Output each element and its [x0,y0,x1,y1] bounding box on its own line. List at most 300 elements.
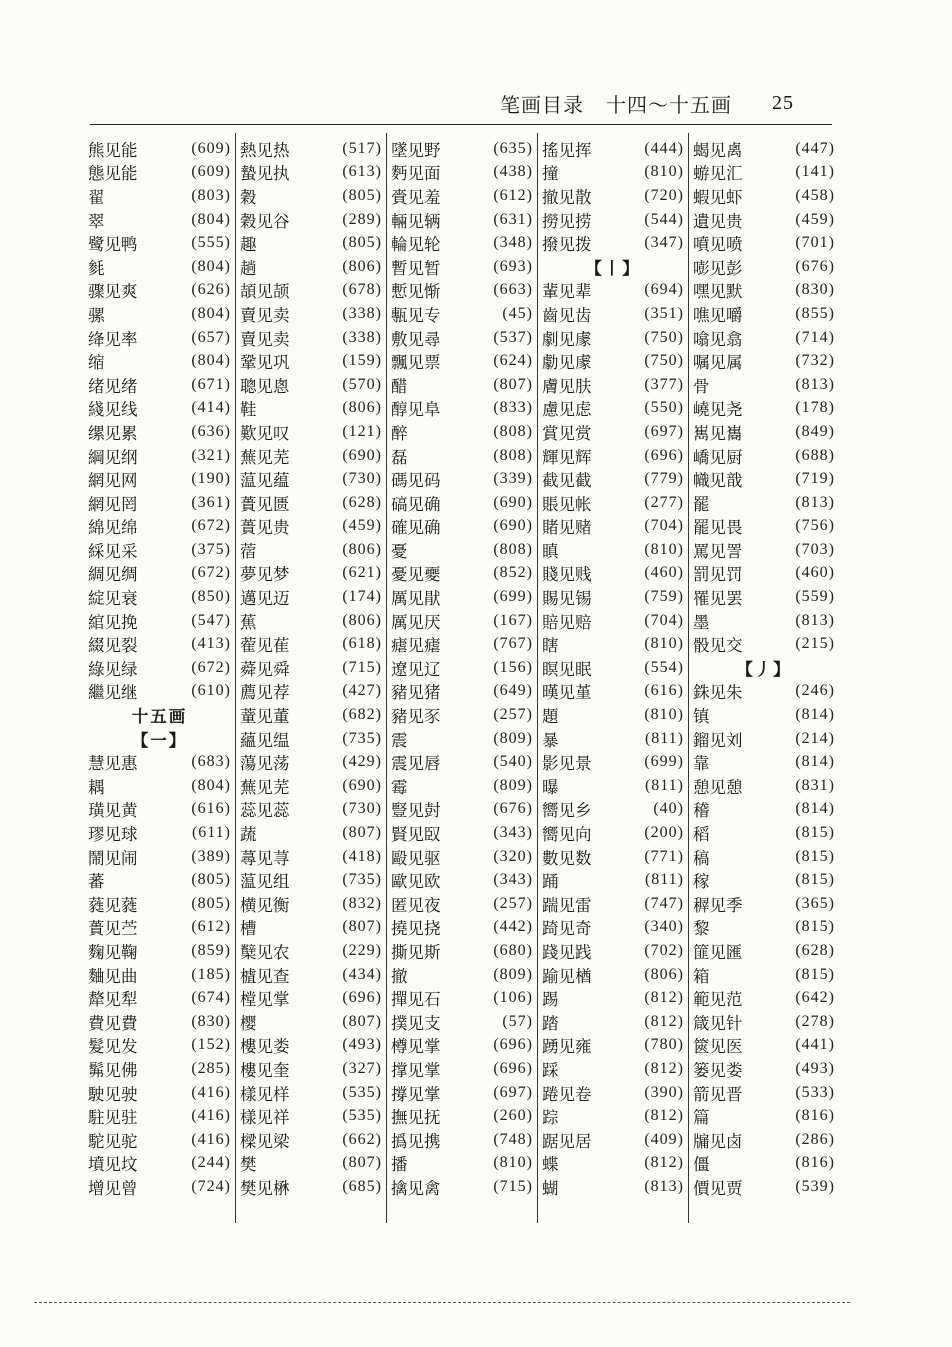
entry-term: 踪 [542,1108,559,1128]
index-entry [240,1081,382,1105]
index-entry [542,680,684,704]
index-entry [88,892,231,916]
index-entry [391,208,533,232]
entry-page-ref: (458) [795,186,835,204]
entry-term: 憂 [391,541,408,561]
index-entry [240,255,382,279]
entry-page-ref: (616) [191,800,231,818]
index-entry [391,326,533,350]
index-entry [391,939,533,963]
entry-term: 憩见憩 [693,777,743,797]
entry-term: 瞎 [542,636,559,656]
entry-page-ref: (771) [644,847,684,865]
entry-term: 厲见厌 [391,612,441,632]
entry-page-ref: (152) [191,1036,231,1054]
index-entry [391,161,533,185]
index-entry [88,632,231,656]
entry-term: 網见罔 [88,494,138,514]
index-entry [240,515,382,539]
entry-term: 噏见翕 [693,329,743,349]
index-column-4 [537,133,688,1223]
index-entry [88,349,231,373]
entry-term: 罹见罢 [693,589,743,609]
index-entry [542,656,684,680]
entry-term: 綠见绿 [88,659,138,679]
index-entry [693,680,835,704]
entry-page-ref: (517) [342,139,382,157]
entry-term: 翟 [88,187,105,207]
entry-page-ref: (621) [342,564,382,582]
index-entry [693,467,835,491]
index-entry [391,750,533,774]
entry-term: 麯见曲 [88,966,138,986]
entry-term: 墨 [693,612,710,632]
entry-term: 輩见辈 [542,282,592,302]
entry-term: 蕩见荡 [240,754,290,774]
entry-page-ref: (813) [795,375,835,393]
entry-term: 穀见谷 [240,211,290,231]
entry-term: 聰见悤 [240,376,290,396]
entry-page-ref: (444) [644,139,684,157]
entry-page-ref: (813) [644,1177,684,1195]
index-entry [391,868,533,892]
entry-term: 價见贾 [693,1178,743,1198]
entry-term: 撤 [391,966,408,986]
entry-page-ref: (704) [644,517,684,535]
entry-term: 甎见专 [391,305,441,325]
entry-page-ref: (852) [493,564,533,582]
entry-page-ref: (813) [795,493,835,511]
index-entry [88,609,231,633]
entry-page-ref: (628) [342,493,382,511]
index-entry [693,538,835,562]
entry-page-ref: (672) [191,517,231,535]
index-column-2 [235,133,386,1223]
entry-page-ref: (429) [342,753,382,771]
entry-page-ref: (609) [191,139,231,157]
entry-term: 缧见累 [88,423,138,443]
entry-page-ref: (389) [191,847,231,865]
entry-page-ref: (808) [493,540,533,558]
entry-page-ref: (438) [493,163,533,181]
entry-page-ref: (635) [493,139,533,157]
index-entry [693,774,835,798]
entry-page-ref: (671) [191,375,231,393]
entry-term: 稿 [693,848,710,868]
index-entry [240,279,382,303]
entry-term: 醉 [391,423,408,443]
entry-term: 踹见雷 [542,895,592,915]
entry-term: 蔬 [240,825,257,845]
entry-page-ref: (361) [191,493,231,511]
entry-page-ref: (676) [493,800,533,818]
index-entry [391,821,533,845]
index-entry [88,420,231,444]
index-entry [693,420,835,444]
index-entry [542,326,684,350]
entry-page-ref: (418) [342,847,382,865]
entry-page-ref: (547) [191,611,231,629]
index-entry [693,939,835,963]
entry-term: 踩 [542,1060,559,1080]
index-entry [240,963,382,987]
entry-term: 骤见爽 [88,282,138,302]
entry-term: 慧见惠 [88,754,138,774]
entry-page-ref: (460) [795,564,835,582]
index-entry [542,1057,684,1081]
entry-page-ref: (714) [795,328,835,346]
index-entry [240,1057,382,1081]
index-entry [693,326,835,350]
index-entry [391,1104,533,1128]
index-entry [88,1152,231,1176]
entry-term: 賢见臤 [391,825,441,845]
entry-page-ref: (779) [644,470,684,488]
entry-page-ref: (815) [795,965,835,983]
entry-page-ref: (814) [795,753,835,771]
entry-term: 齒见齿 [542,305,592,325]
entry-page-ref: (347) [644,234,684,252]
entry-page-ref: (628) [795,941,835,959]
entry-term: 璜见黄 [88,801,138,821]
entry-page-ref: (694) [644,281,684,299]
entry-term: 賣见卖 [240,329,290,349]
entry-term: 瞑见眠 [542,659,592,679]
entry-term: 賭见赌 [542,518,592,538]
entry-term: 樝见查 [240,966,290,986]
index-entry [391,1175,533,1199]
entry-page-ref: (859) [191,941,231,959]
entry-page-ref: (780) [644,1036,684,1054]
entry-term: 撣见石 [391,990,441,1010]
entry-term: 横见衡 [240,895,290,915]
entry-page-ref: (493) [342,1036,382,1054]
index-entry [240,845,382,869]
entry-page-ref: (815) [795,918,835,936]
index-entry [88,538,231,562]
entry-term: 綵见采 [88,541,138,561]
entry-page-ref: (759) [644,588,684,606]
entry-page-ref: (609) [191,163,231,181]
entry-term: 踢 [542,990,559,1010]
entry-term: 截见截 [542,471,592,491]
entry-page-ref: (724) [191,1177,231,1195]
entry-term: 嚮见向 [542,825,592,845]
entry-page-ref: (612) [191,918,231,936]
entry-page-ref: (289) [342,210,382,228]
entry-term: 蕰见蕴 [240,471,290,491]
entry-page-ref: (805) [342,234,382,252]
entry-page-ref: (690) [493,493,533,511]
entry-term: 趟 [240,258,257,278]
running-header [500,88,830,118]
entry-page-ref: (832) [342,894,382,912]
entry-page-ref: (814) [795,800,835,818]
entry-term: 曝 [542,777,559,797]
entry-term: 踏 [542,1013,559,1033]
entry-term: 璆见球 [88,825,138,845]
entry-term: 毆见驱 [391,848,441,868]
entry-term: 【丿】 [736,659,792,679]
entry-page-ref: (732) [795,352,835,370]
entry-page-ref: (537) [493,328,533,346]
entry-page-ref: (805) [342,186,382,204]
entry-page-ref: (803) [191,186,231,204]
entry-page-ref: (554) [644,658,684,676]
entry-page-ref: (631) [493,210,533,228]
entry-page-ref: (748) [493,1130,533,1148]
entry-page-ref: (750) [644,352,684,370]
entry-page-ref: (685) [342,1177,382,1195]
index-entry [88,231,231,255]
entry-term: 賫见羞 [391,187,441,207]
entry-term: 暵见堇 [542,683,592,703]
entry-page-ref: (286) [795,1130,835,1148]
entry-page-ref: (696) [493,1059,533,1077]
index-entry [240,231,382,255]
entry-page-ref: (719) [795,470,835,488]
entry-page-ref: (321) [191,446,231,464]
index-entry [240,656,382,680]
entry-term: 瞋 [542,541,559,561]
index-entry [391,1034,533,1058]
entry-term: 綰见挽 [88,612,138,632]
entry-term: 輝见辉 [542,447,592,467]
index-entry [693,1128,835,1152]
entry-term: 撝见携 [391,1131,441,1151]
index-entry [391,656,533,680]
entry-page-ref: (414) [191,399,231,417]
entry-page-ref: (45) [502,304,533,322]
index-entry [240,1034,382,1058]
index-entry [391,1010,533,1034]
entry-term: 豬见豕 [391,707,441,727]
entry-term: 樣见样 [240,1084,290,1104]
index-entry [88,279,231,303]
index-entry [542,632,684,656]
entry-page-ref: (808) [493,446,533,464]
index-entry [693,609,835,633]
index-entry [542,963,684,987]
index-entry [693,1010,835,1034]
entry-page-ref: (559) [795,588,835,606]
entry-term: 影见景 [542,754,592,774]
entry-page-ref: (459) [342,517,382,535]
entry-page-ref: (806) [342,611,382,629]
entry-page-ref: (812) [644,1059,684,1077]
entry-page-ref: (167) [493,611,533,629]
entry-page-ref: (662) [342,1130,382,1148]
entry-page-ref: (427) [342,682,382,700]
index-entry [693,491,835,515]
entry-term: 豎见尌 [391,801,441,821]
index-entry [240,444,382,468]
entry-page-ref: (806) [342,399,382,417]
entry-term: 蕃 [88,872,105,892]
entry-term: 噍见嚼 [693,305,743,325]
entry-term: 篓见娄 [693,1060,743,1080]
index-entry [542,184,684,208]
index-entry [88,680,231,704]
entry-term: 踐见践 [542,942,592,962]
entry-term: 耦 [88,777,105,797]
entry-term: 撞 [542,164,559,184]
entry-page-ref: (806) [342,257,382,275]
index-entry [542,373,684,397]
entry-page-ref: (624) [493,352,533,370]
entry-page-ref: (690) [342,446,382,464]
index-entry [88,1175,231,1199]
entry-term: 蒮见萑 [240,636,290,656]
index-entry [240,208,382,232]
entry-term: 震 [391,730,408,750]
entry-term: 樊见楙 [240,1178,290,1198]
index-entry [240,491,382,515]
entry-page-ref: (814) [795,706,835,724]
entry-term: 磊 [391,447,408,467]
entry-term: 邁见迈 [240,589,290,609]
entry-page-ref: (704) [644,611,684,629]
entry-page-ref: (260) [493,1107,533,1125]
index-entry [240,161,382,185]
entry-term: 蝶 [542,1155,559,1175]
entry-term: 賬见帐 [542,494,592,514]
index-entry [88,798,231,822]
index-entry [240,397,382,421]
index-entry [693,515,835,539]
entry-page-ref: (229) [342,941,382,959]
entry-term: 蕊见蕊 [240,801,290,821]
entry-page-ref: (833) [493,399,533,417]
entry-term: 撈见捞 [542,211,592,231]
entry-page-ref: (338) [342,328,382,346]
index-entry [391,609,533,633]
entry-page-ref: (285) [191,1059,231,1077]
entry-page-ref: (730) [342,470,382,488]
index-entry [88,161,231,185]
entry-page-ref: (807) [493,375,533,393]
section-heading [88,703,231,727]
entry-page-ref: (626) [191,281,231,299]
entry-term: 踴见雍 [542,1037,592,1057]
page-header-title: 笔画目录 [500,92,584,117]
entry-term: 犛见犁 [88,990,138,1010]
index-entry [88,845,231,869]
entry-term: 醇见阜 [391,400,441,420]
entry-page-ref: (730) [342,800,382,818]
index-entry [240,302,382,326]
entry-page-ref: (807) [342,824,382,842]
entry-page-ref: (804) [191,776,231,794]
entry-page-ref: (611) [191,824,231,842]
entry-page-ref: (616) [644,682,684,700]
index-entry [240,632,382,656]
index-entry [391,538,533,562]
index-entry [542,302,684,326]
entry-term: 費见費 [88,1013,138,1033]
entry-term: 膚见肤 [542,376,592,396]
entry-term: 嶲见巂 [693,423,743,443]
section-heading [693,656,835,680]
entry-term: 墜见野 [391,140,441,160]
index-entry [88,444,231,468]
entry-page-ref: (697) [493,1083,533,1101]
entry-term: 蟄见执 [240,164,290,184]
entry-term: 歐见欧 [391,872,441,892]
entry-term: 敷见尋 [391,329,441,349]
index-column-3 [386,133,537,1223]
entry-page-ref: (696) [644,446,684,464]
index-entry [391,632,533,656]
entry-term: 蕣见舜 [240,659,290,679]
entry-term: 霉 [391,777,408,797]
entry-page-ref: (613) [342,163,382,181]
entry-page-ref: (676) [795,257,835,275]
index-entry [542,798,684,822]
entry-page-ref: (57) [502,1012,533,1030]
entry-page-ref: (544) [644,210,684,228]
index-entry [240,680,382,704]
entry-page-ref: (339) [493,470,533,488]
index-entry [542,845,684,869]
index-entry [542,774,684,798]
index-entry [693,892,835,916]
entry-term: 綢见绸 [88,565,138,585]
entry-term: 樊 [240,1155,257,1175]
entry-term: 嶠见厨 [693,447,743,467]
entry-term: 搖见挥 [542,140,592,160]
entry-page-ref: (340) [644,918,684,936]
entry-page-ref: (811) [644,729,684,747]
entry-page-ref: (735) [342,871,382,889]
entry-term: 罵见詈 [693,541,743,561]
entry-page-ref: (174) [342,588,382,606]
entry-term: 翠 [88,211,105,231]
index-entry [542,397,684,421]
entry-page-ref: (141) [795,163,835,181]
index-entry [391,444,533,468]
entry-page-ref: (815) [795,871,835,889]
entry-page-ref: (804) [191,257,231,275]
index-entry [542,821,684,845]
index-entry [693,1104,835,1128]
entry-page-ref: (701) [795,234,835,252]
index-entry [240,916,382,940]
entry-term: 髴见佛 [88,1060,138,1080]
index-entry [693,632,835,656]
entry-term: 蓿 [240,541,257,561]
index-entry [693,845,835,869]
entry-term: 踞见居 [542,1131,592,1151]
entry-page-ref: (409) [644,1130,684,1148]
index-entry [542,562,684,586]
entry-page-ref: (810) [644,706,684,724]
entry-page-ref: (493) [795,1059,835,1077]
index-entry [693,868,835,892]
entry-term: 墳见坟 [88,1155,138,1175]
index-entry [391,302,533,326]
index-entry [240,538,382,562]
entry-page-ref: (715) [493,1177,533,1195]
index-entry [693,373,835,397]
entry-term: 駝见驼 [88,1131,138,1151]
index-entry [88,467,231,491]
entry-term: 蘊见缊 [240,730,290,750]
entry-term: 鹭见鸭 [88,235,138,255]
entry-term: 憂见夒 [391,565,441,585]
index-entry [88,373,231,397]
index-entry [693,703,835,727]
